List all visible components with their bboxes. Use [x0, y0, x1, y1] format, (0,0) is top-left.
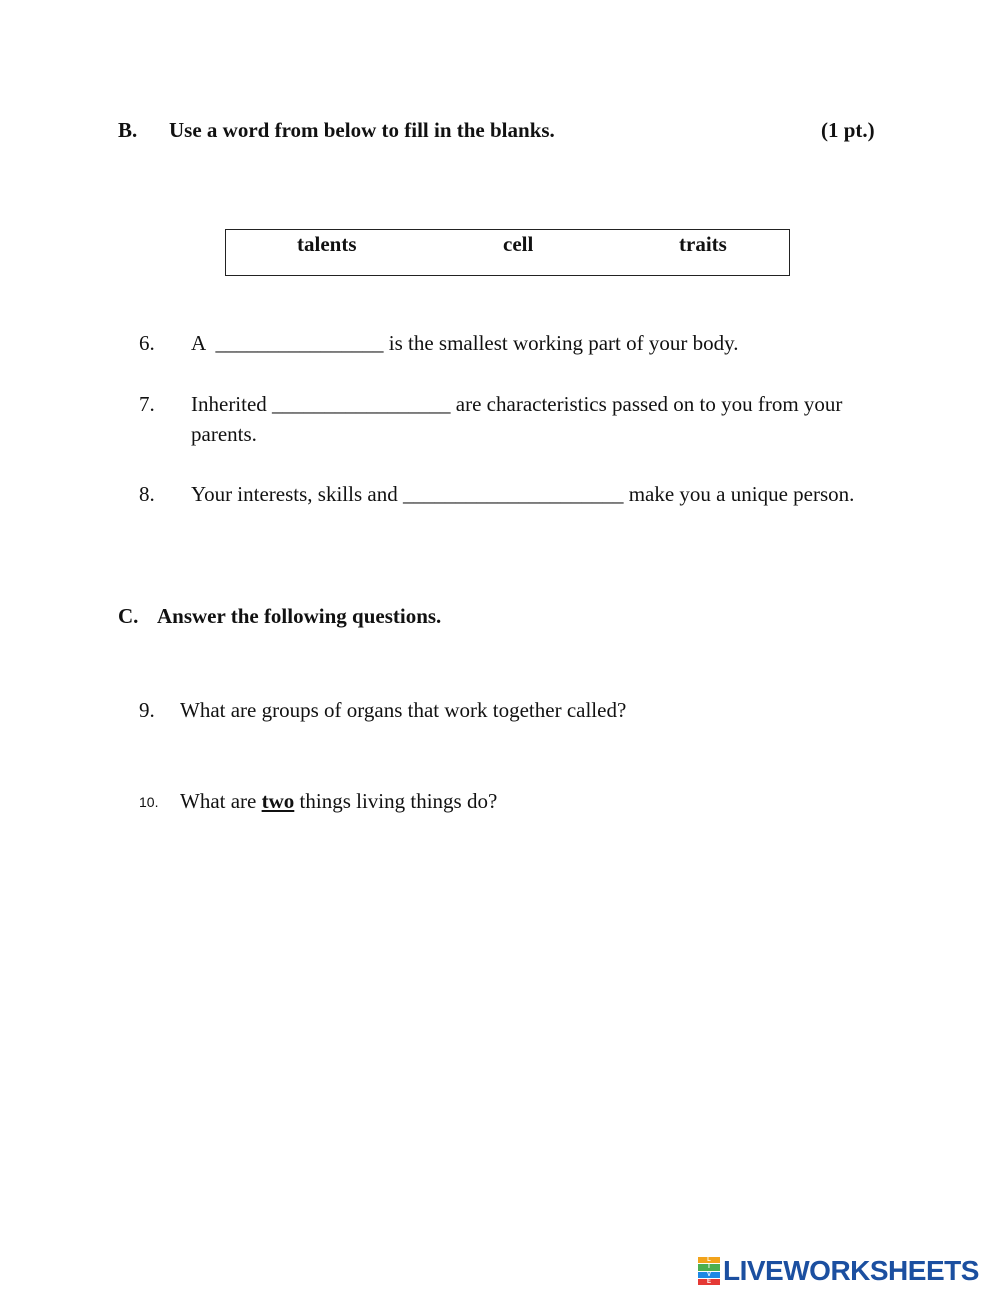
question-number: 6.: [139, 331, 155, 355]
logo-text: LIVEWORKSHEETS: [723, 1255, 979, 1286]
question-text: Inherited _________________ are characteristics passed on to you from your parents.: [191, 392, 843, 446]
logo-icon-letter: L: [698, 1257, 720, 1263]
question-number: 10.: [139, 794, 159, 810]
logo-icon: [698, 1257, 720, 1285]
word-bank-item: traits: [679, 232, 727, 256]
question-text-post: things living things do?: [294, 789, 498, 813]
section-b-instruction: Use a word from below to fill in the blanks.: [169, 118, 555, 142]
question-number: 8.: [139, 482, 155, 506]
logo-icon-letter: V: [698, 1272, 720, 1278]
word-bank: [225, 229, 790, 276]
section-b-letter: B.: [118, 118, 138, 142]
question-emphasis: two: [261, 789, 295, 813]
question-text-pre: What are: [180, 789, 262, 813]
word-bank-item: talents: [297, 232, 357, 256]
liveworksheets-logo[interactable]: [698, 1254, 979, 1288]
section-b-points: (1 pt.): [821, 118, 875, 142]
question-text: What are groups of organs that work together called?: [180, 698, 627, 722]
question-number: 7.: [139, 392, 155, 416]
logo-icon-letter: I: [698, 1264, 720, 1270]
word-bank-item: cell: [503, 232, 534, 256]
question-text: Your interests, skills and _____________________ make you a unique person.: [191, 482, 855, 506]
logo-icon-letter: E: [698, 1279, 720, 1285]
section-c-instruction: Answer the following questions.: [157, 604, 442, 628]
section-c-letter: C.: [118, 604, 139, 628]
question-text: [180, 786, 497, 816]
question-number: 9.: [139, 698, 155, 722]
question-text: A ________________ is the smallest working part of your body.: [191, 331, 739, 355]
